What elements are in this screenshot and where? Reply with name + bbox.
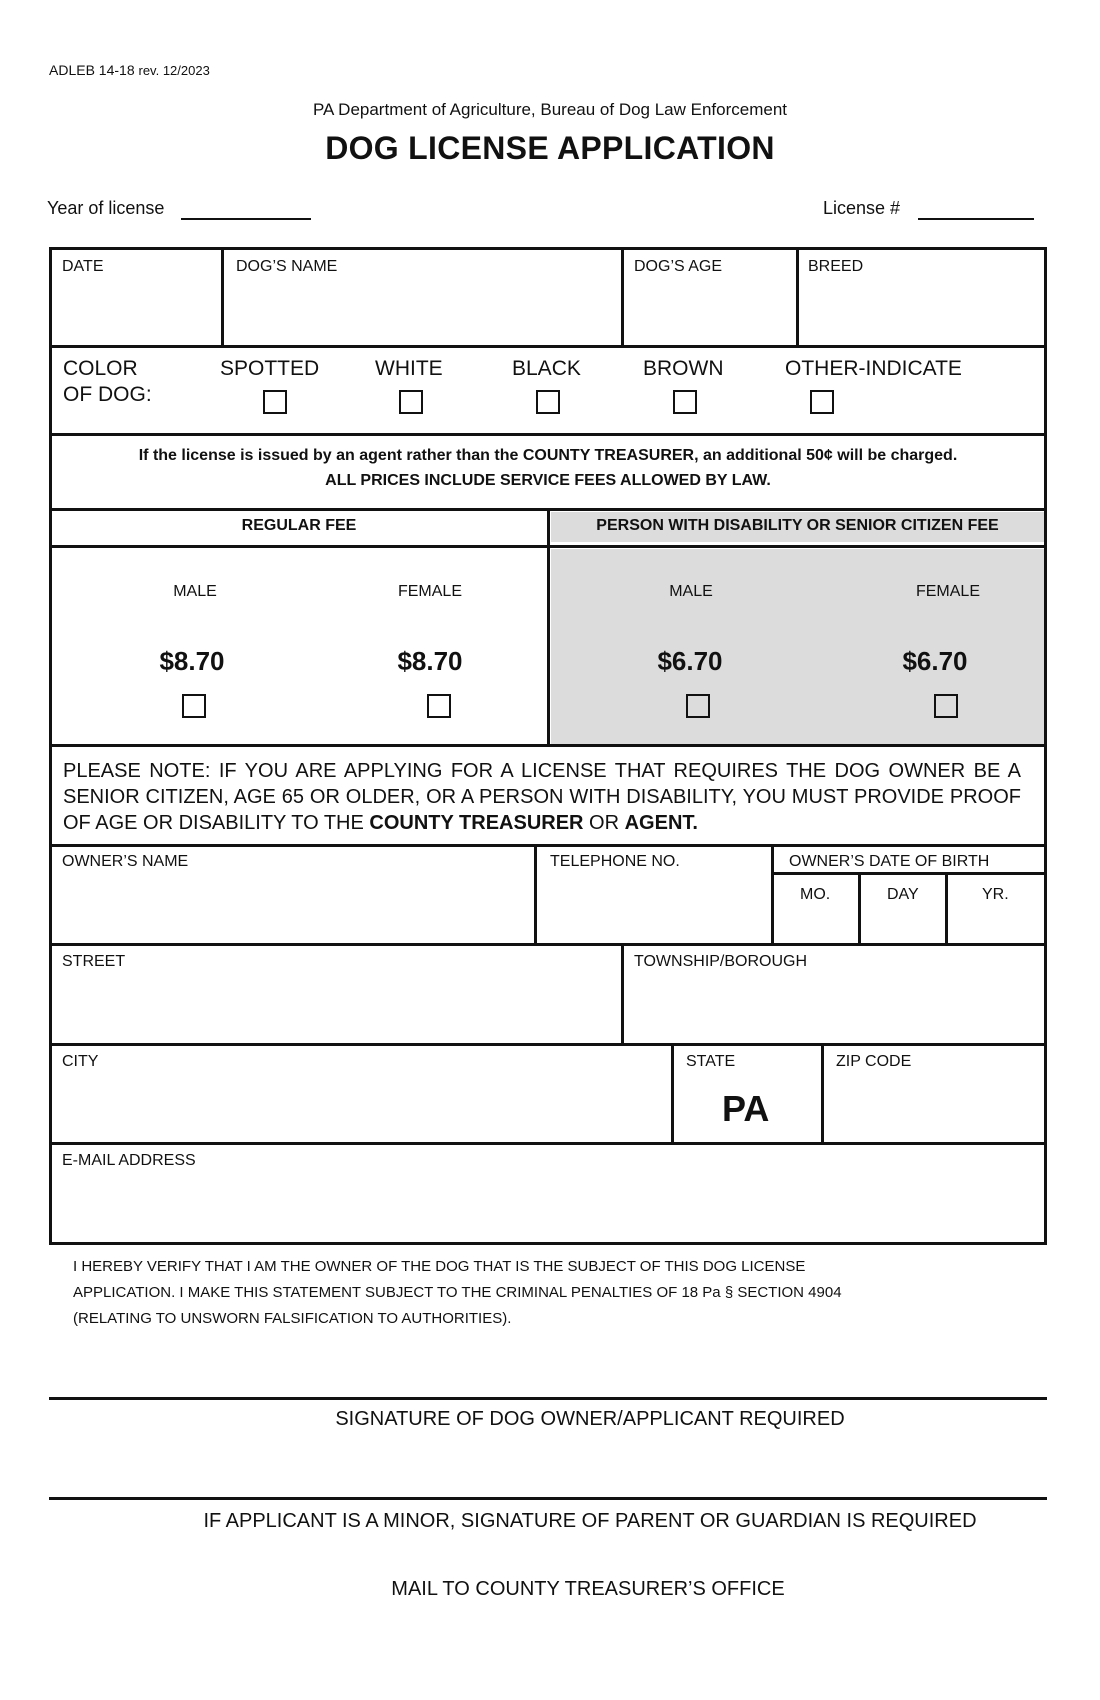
dogs-name-field[interactable] [226, 300, 618, 344]
regular-male-label: MALE [173, 583, 217, 600]
city-field[interactable] [52, 1075, 668, 1141]
parent-signature-line [49, 1497, 1047, 1500]
owner-signature-line [49, 1397, 1047, 1400]
divider [221, 247, 224, 347]
divider [858, 872, 861, 945]
owner-signature-label: SIGNATURE OF DOG OWNER/APPLICANT REQUIRED [335, 1408, 845, 1430]
verification-statement [73, 1254, 973, 1332]
zip-code-field[interactable] [826, 1075, 1044, 1141]
reduced-male-label: MALE [669, 583, 713, 600]
zip-code-label: ZIP CODE [836, 1053, 912, 1070]
color-option-brown: BROWN [643, 357, 724, 380]
owners-name-field[interactable] [52, 875, 532, 941]
regular-male-checkbox[interactable] [182, 694, 206, 718]
divider [547, 508, 550, 746]
dob-month-label: MO. [800, 886, 831, 903]
service-fee-notice: ALL PRICES INCLUDE SERVICE FEES ALLOWED BY LAW. [325, 472, 771, 489]
telephone-field[interactable] [539, 875, 769, 941]
divider [774, 872, 1047, 875]
date-label: DATE [62, 258, 104, 275]
dogs-age-field[interactable] [626, 300, 793, 344]
reduced-fee-header: PERSON WITH DISABILITY OR SENIOR CITIZEN FEE [596, 517, 999, 534]
dob-day-field[interactable] [863, 908, 943, 941]
year-of-license-field[interactable] [181, 218, 311, 220]
breed-label: BREED [808, 258, 864, 275]
parent-signature-label: IF APPLICANT IS A MINOR, SIGNATURE OF PARENT OR GUARDIAN IS REQUIRED [203, 1510, 977, 1532]
regular-female-price: $8.70 [397, 646, 463, 676]
dob-month-field[interactable] [776, 908, 856, 941]
parent-signature-field[interactable] [49, 1460, 1047, 1494]
owner-signature-field[interactable] [49, 1360, 1047, 1394]
reduced-male-checkbox[interactable] [686, 694, 710, 718]
divider [49, 844, 1047, 847]
regular-fee-header: REGULAR FEE [241, 517, 357, 534]
state-value: PA [722, 1088, 770, 1129]
verification-line: APPLICATION. I MAKE THIS STATEMENT SUBJECT TO THE CRIMINAL PENALTIES OF 18 Pa § SECTION 4904 [73, 1284, 842, 1301]
form-code-number: ADLEB 14-18 [49, 62, 135, 78]
color-option-black: BLACK [512, 357, 581, 380]
color-label-line1: COLOR [63, 357, 138, 380]
year-of-license-label: Year of license [47, 198, 165, 218]
owners-dob-label: OWNER’S DATE OF BIRTH [789, 853, 990, 870]
black-checkbox[interactable] [536, 390, 560, 414]
city-label: CITY [62, 1053, 99, 1070]
divider [945, 872, 948, 945]
note-bold-agent: AGENT. [624, 812, 698, 834]
spotted-checkbox[interactable] [263, 390, 287, 414]
regular-female-checkbox[interactable] [427, 694, 451, 718]
divider [771, 844, 774, 945]
white-checkbox[interactable] [399, 390, 423, 414]
date-field[interactable] [52, 300, 218, 344]
agent-fee-notice: If the license is issued by an agent rather than the COUNTY TREASURER, an additional 50¢ will be charged. [138, 447, 958, 464]
divider [621, 943, 624, 1045]
divider [534, 844, 537, 945]
divider [621, 247, 624, 347]
verification-line: (RELATING TO UNSWORN FALSIFICATION TO AUTHORITIES). [73, 1310, 512, 1327]
reduced-female-checkbox[interactable] [934, 694, 958, 718]
mail-to-instruction: MAIL TO COUNTY TREASURER’S OFFICE [391, 1578, 785, 1600]
license-number-label: License # [823, 198, 901, 218]
note-text: PLEASE NOTE: IF YOU ARE APPLYING FOR A LICENSE THAT REQUIRES THE DOG OWNER BE A SENIOR CITIZEN, AGE 65 OR OLDER, OR A PERSON WITH DISABILITY, YOU MUST PROVIDE PROOF OF AGE OR DISABILITY TO THE [63, 760, 1021, 834]
divider [49, 345, 1047, 348]
note-bold-county-treasurer: COUNTY TREASURER [369, 812, 584, 834]
telephone-label: TELEPHONE NO. [550, 853, 680, 870]
department-name: PA Department of Agriculture, Bureau of Dog Law Enforcement [312, 100, 788, 119]
street-field[interactable] [52, 975, 618, 1041]
reduced-female-label: FEMALE [915, 583, 980, 600]
dob-year-label: YR. [982, 886, 1009, 903]
divider [49, 1142, 1047, 1145]
breed-field[interactable] [801, 300, 1044, 344]
reduced-male-price: $6.70 [657, 646, 723, 676]
color-option-other: OTHER-INDICATE [785, 357, 962, 380]
note-text-or: OR [583, 812, 625, 834]
dogs-age-label: DOG’S AGE [634, 258, 723, 275]
dob-day-label: DAY [887, 886, 919, 903]
state-label: STATE [686, 1053, 736, 1070]
proof-of-age-note [63, 758, 1021, 836]
brown-checkbox[interactable] [673, 390, 697, 414]
color-option-spotted: SPOTTED [220, 357, 320, 380]
dogs-name-label: DOG’S NAME [236, 258, 338, 275]
regular-male-price: $8.70 [159, 646, 225, 676]
divider [49, 943, 1047, 946]
email-label: E-MAIL ADDRESS [62, 1152, 196, 1169]
form-revision: rev. 12/2023 [138, 63, 210, 78]
license-number-field[interactable] [918, 218, 1034, 220]
regular-female-label: FEMALE [397, 583, 462, 600]
divider [49, 433, 1047, 436]
verification-line: I HEREBY VERIFY THAT I AM THE OWNER OF THE DOG THAT IS THE SUBJECT OF THIS DOG LICENSE [73, 1258, 806, 1275]
divider [671, 1043, 674, 1144]
street-label: STREET [62, 953, 126, 970]
reduced-female-price: $6.70 [902, 646, 968, 676]
owners-name-label: OWNER’S NAME [62, 853, 189, 870]
divider [821, 1043, 824, 1144]
dob-year-field[interactable] [950, 908, 1044, 941]
township-label: TOWNSHIP/BOROUGH [634, 953, 808, 970]
divider [49, 1043, 1047, 1046]
page-title: DOG LICENSE APPLICATION [325, 130, 775, 166]
email-field[interactable] [52, 1175, 1044, 1241]
color-label-line2: OF DOG: [63, 383, 152, 406]
township-field[interactable] [626, 975, 1044, 1041]
color-option-white: WHITE [375, 357, 443, 380]
form-code [49, 62, 210, 78]
other-checkbox[interactable] [810, 390, 834, 414]
divider [796, 247, 799, 347]
